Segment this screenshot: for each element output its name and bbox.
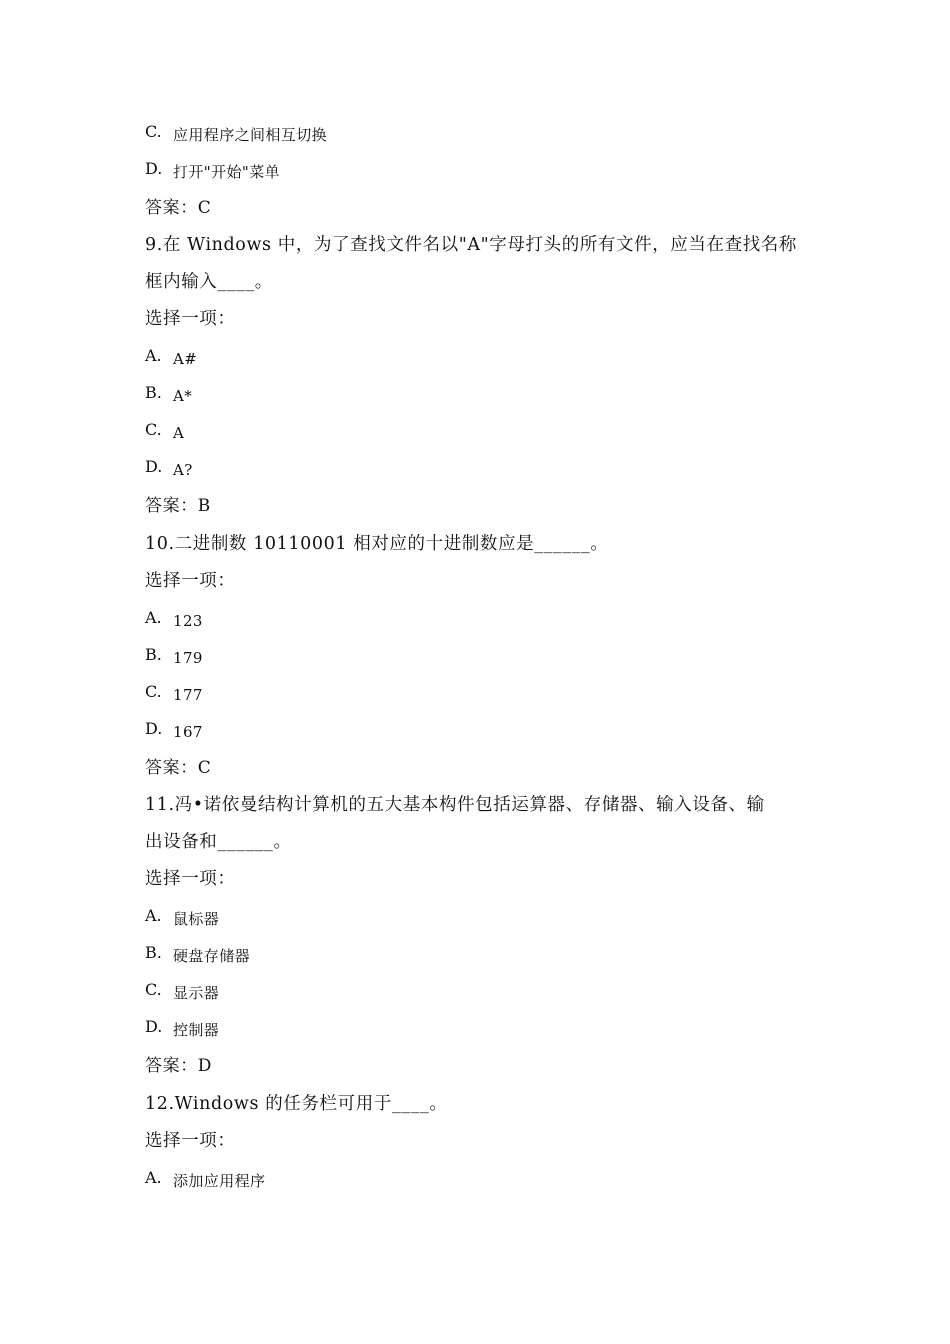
select-prompt: 选择一项： xyxy=(145,1131,236,1151)
option-d xyxy=(145,459,193,481)
select-prompt: 选择一项： xyxy=(145,571,236,591)
option-letter: C. xyxy=(145,682,162,701)
answer-line: 答案：C xyxy=(145,198,212,218)
option-text: A xyxy=(173,424,185,442)
select-prompt: 选择一项： xyxy=(145,309,236,329)
option-a xyxy=(145,1170,265,1192)
option-a xyxy=(145,908,219,930)
option-text: 显示器 xyxy=(173,984,220,1002)
option-text: 打开"开始"菜单 xyxy=(173,163,280,181)
option-text: 177 xyxy=(173,686,203,704)
answer-line: 答案：D xyxy=(145,1056,213,1076)
option-c xyxy=(145,684,203,706)
option-text: A# xyxy=(173,350,198,368)
option-letter: D. xyxy=(145,719,163,738)
option-a xyxy=(145,348,197,370)
option-letter: D. xyxy=(145,159,163,178)
option-text: A? xyxy=(173,461,193,479)
option-text: 鼠标器 xyxy=(173,910,220,928)
option-d xyxy=(145,161,280,183)
option-letter: A. xyxy=(145,346,162,365)
option-letter: D. xyxy=(145,1017,163,1036)
option-text: A* xyxy=(173,387,193,405)
option-d xyxy=(145,721,203,743)
option-letter: B. xyxy=(145,383,162,402)
option-text: 应用程序之间相互切换 xyxy=(173,126,328,144)
option-letter: A. xyxy=(145,906,162,925)
option-text: 控制器 xyxy=(173,1021,220,1039)
option-letter: C. xyxy=(145,420,162,439)
option-letter: B. xyxy=(145,645,162,664)
option-b xyxy=(145,945,250,967)
question-line: 11.冯•诺依曼结构计算机的五大基本构件包括运算器、存储器、输入设备、输 xyxy=(145,795,765,815)
question-line: 9.在 Windows 中，为了查找文件名以"A"字母打头的所有文件，应当在查找名称 xyxy=(145,235,798,255)
question-line: 10.二进制数 10110001 相对应的十进制数应是______。 xyxy=(145,534,609,554)
option-c xyxy=(145,124,327,146)
option-text: 167 xyxy=(173,723,203,741)
option-letter: A. xyxy=(145,1168,162,1187)
option-b xyxy=(145,647,203,669)
option-letter: B. xyxy=(145,943,162,962)
option-letter: A. xyxy=(145,608,162,627)
answer-line: 答案：C xyxy=(145,758,212,778)
question-line: 出设备和______。 xyxy=(145,832,292,852)
option-letter: C. xyxy=(145,122,162,141)
option-text: 123 xyxy=(173,612,203,630)
option-letter: D. xyxy=(145,457,163,476)
option-d xyxy=(145,1019,219,1041)
option-text: 179 xyxy=(173,649,203,667)
question-line: 12.Windows 的任务栏可用于____。 xyxy=(145,1094,448,1114)
option-c xyxy=(145,982,219,1004)
option-text: 添加应用程序 xyxy=(173,1172,266,1190)
answer-line: 答案：B xyxy=(145,496,211,516)
question-line: 框内输入____。 xyxy=(145,272,273,292)
option-a xyxy=(145,610,203,632)
option-text: 硬盘存储器 xyxy=(173,947,251,965)
select-prompt: 选择一项： xyxy=(145,869,236,889)
option-b xyxy=(145,385,192,407)
option-letter: C. xyxy=(145,980,162,999)
option-c xyxy=(145,422,184,444)
